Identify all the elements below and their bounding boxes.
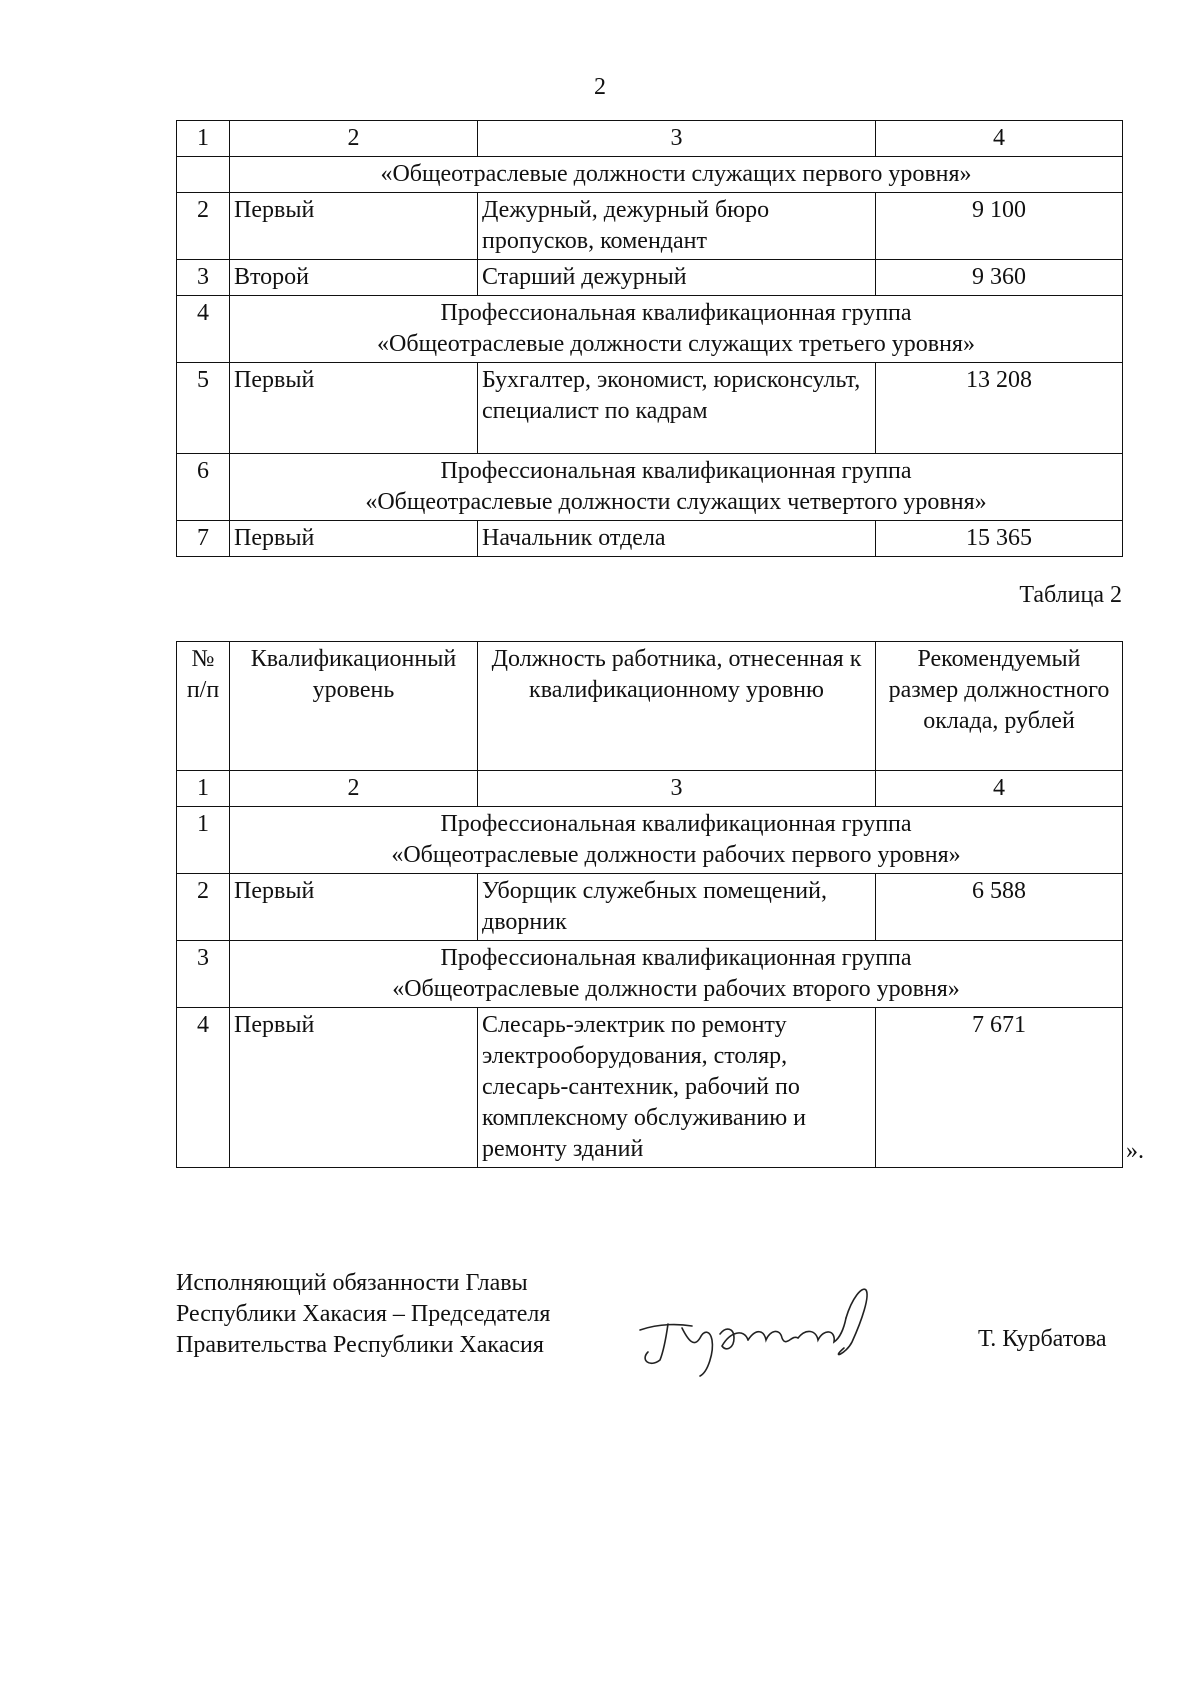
- row-number: 3: [177, 260, 230, 296]
- header-level: Квалификационный уровень: [230, 642, 478, 771]
- qualification-level: Первый: [230, 193, 478, 260]
- salary-value: 13 208: [876, 363, 1123, 454]
- position-name: Дежурный, дежурный бюро пропусков, комендант: [478, 193, 876, 260]
- table-row: [177, 521, 1123, 557]
- salary-table-1: [176, 120, 1123, 557]
- qualification-level: Второй: [230, 260, 478, 296]
- column-index-cell: 4: [876, 771, 1123, 807]
- row-number: [177, 157, 230, 193]
- row-number: 2: [177, 874, 230, 941]
- table-row: [177, 193, 1123, 260]
- group-title: [230, 296, 1123, 363]
- qualification-level: Первый: [230, 874, 478, 941]
- header-salary: Рекомендуемый размер должностного оклада, рублей: [876, 642, 1123, 771]
- group-title-line: «Общеотраслевые должности служащих четвертого уровня»: [365, 489, 987, 515]
- group-title-line: «Общеотраслевые должности служащих третьего уровня»: [377, 331, 975, 357]
- column-index-cell: 3: [478, 121, 876, 157]
- qualification-level: Первый: [230, 521, 478, 557]
- row-number: 4: [177, 296, 230, 363]
- closing-quote: ».: [1126, 1138, 1144, 1164]
- qualification-level: Первый: [230, 363, 478, 454]
- group-title-line: Профессиональная квалификационная группа: [440, 811, 912, 837]
- table-row: [177, 260, 1123, 296]
- salary-value: 6 588: [876, 874, 1123, 941]
- column-index-cell: 1: [177, 771, 230, 807]
- column-index-row: [177, 121, 1123, 157]
- salary-value: 7 671: [876, 1008, 1123, 1168]
- table-row: [177, 363, 1123, 454]
- salary-table-2: [176, 641, 1123, 1168]
- signatory-name: Т. Курбатова: [978, 1326, 1107, 1352]
- salary-value: 15 365: [876, 521, 1123, 557]
- position-name: Начальник отдела: [478, 521, 876, 557]
- salary-value: 9 360: [876, 260, 1123, 296]
- group-title-line: Профессиональная квалификационная группа: [440, 458, 912, 484]
- salary-value: 9 100: [876, 193, 1123, 260]
- group-title-line: «Общеотраслевые должности служащих первого уровня»: [380, 161, 972, 187]
- group-title-line: Профессиональная квалификационная группа: [440, 945, 912, 971]
- row-number: 1: [177, 807, 230, 874]
- group-title-line: Профессиональная квалификационная группа: [440, 300, 912, 326]
- row-number: 4: [177, 1008, 230, 1168]
- group-row: [177, 296, 1123, 363]
- signatory-title-line: Исполняющий обязанности Главы: [176, 1270, 528, 1296]
- signatory-title-line: Правительства Республики Хакасия: [176, 1332, 544, 1358]
- column-index-cell: 4: [876, 121, 1123, 157]
- column-index-cell: 3: [478, 771, 876, 807]
- group-title: [230, 807, 1123, 874]
- group-title: [230, 157, 1123, 193]
- group-row: [177, 454, 1123, 521]
- table-row: [177, 1008, 1123, 1168]
- row-number: 3: [177, 941, 230, 1008]
- position-name: Бухгалтер, экономист, юрисконсульт, специалист по кадрам: [478, 363, 876, 454]
- group-title-line: «Общеотраслевые должности рабочих второго уровня»: [392, 976, 960, 1002]
- header-position: Должность работника, отнесенная к квалификационному уровню: [478, 642, 876, 771]
- table-header-row: [177, 642, 1123, 771]
- table-2-caption: Таблица 2: [1019, 582, 1122, 608]
- qualification-level: Первый: [230, 1008, 478, 1168]
- group-title-line: «Общеотраслевые должности рабочих первого уровня»: [391, 842, 961, 868]
- group-row: [177, 157, 1123, 193]
- signatory-title: [176, 1268, 550, 1361]
- group-title: [230, 454, 1123, 521]
- column-index-cell: 1: [177, 121, 230, 157]
- position-name: Слесарь-электрик по ремонту электрооборудования, столяр, слесарь-сантехник, рабочий по комплексному обслуживанию и ремонту зданий: [478, 1008, 876, 1168]
- handwritten-signature: [630, 1268, 920, 1378]
- row-number: 5: [177, 363, 230, 454]
- group-title: [230, 941, 1123, 1008]
- row-number: 7: [177, 521, 230, 557]
- column-index-cell: 2: [230, 121, 478, 157]
- row-number: 6: [177, 454, 230, 521]
- group-row: [177, 941, 1123, 1008]
- position-name: Уборщик служебных помещений, дворник: [478, 874, 876, 941]
- column-index-row: [177, 771, 1123, 807]
- page-number: 2: [594, 74, 606, 100]
- column-index-cell: 2: [230, 771, 478, 807]
- group-row: [177, 807, 1123, 874]
- header-number: № п/п: [177, 642, 230, 771]
- table-row: [177, 874, 1123, 941]
- signatory-title-line: Республики Хакасия – Председателя: [176, 1301, 551, 1327]
- position-name: Старший дежурный: [478, 260, 876, 296]
- row-number: 2: [177, 193, 230, 260]
